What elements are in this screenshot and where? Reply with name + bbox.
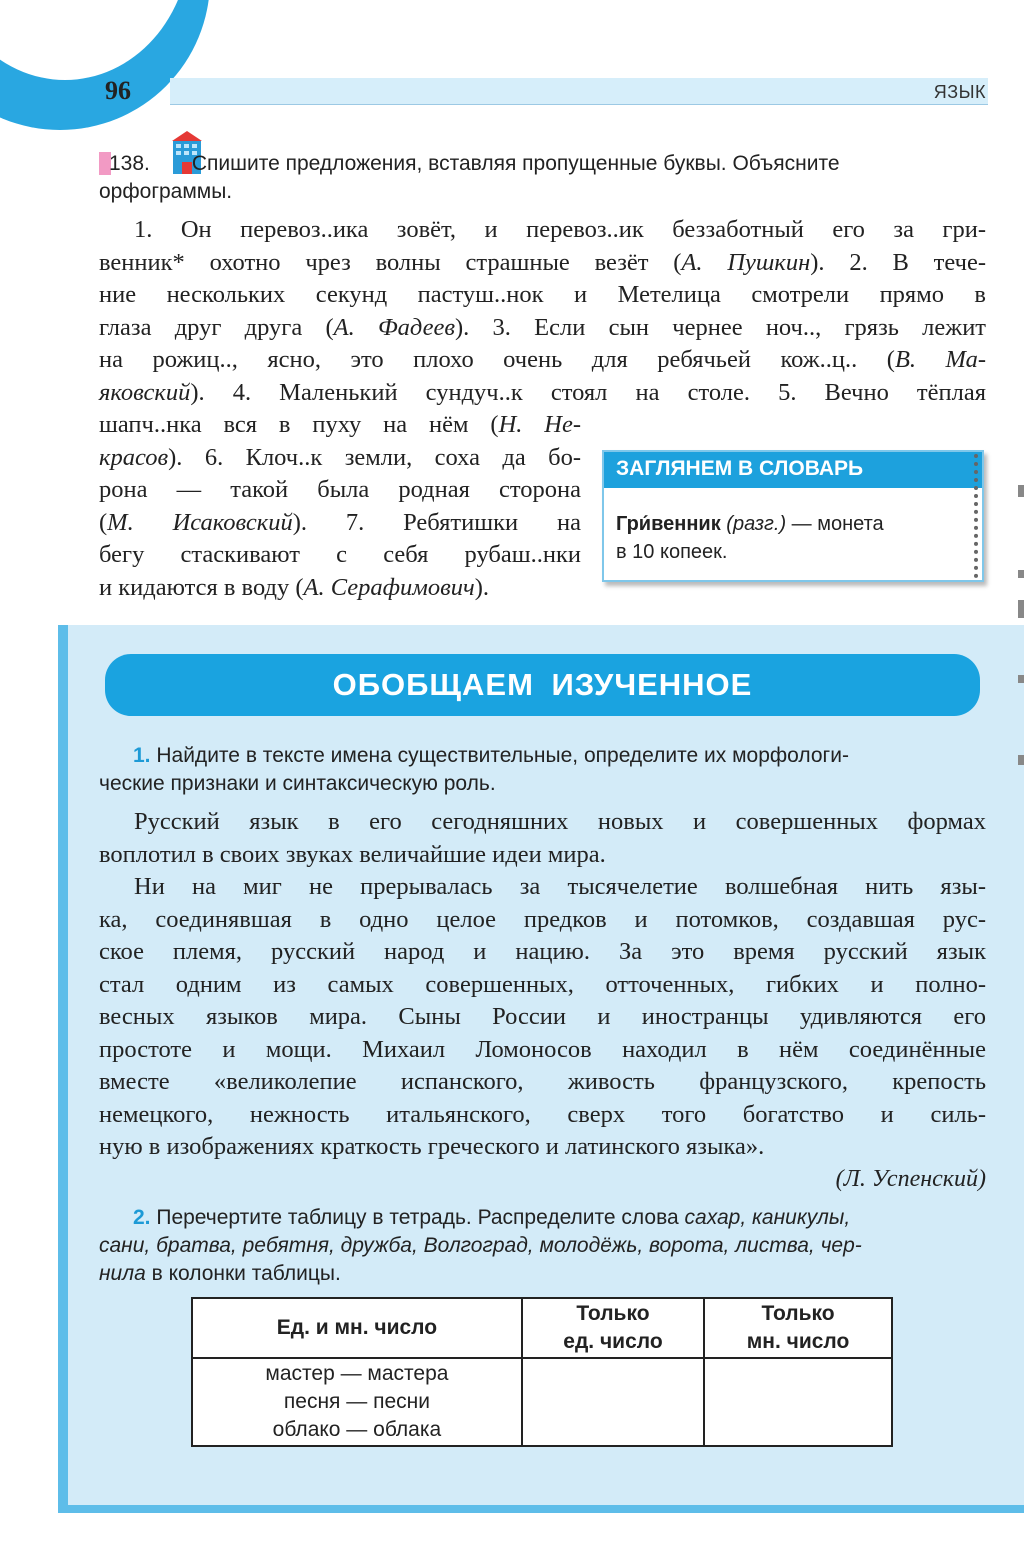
text-segment: рона — такой была родная сторона	[99, 476, 581, 503]
dictionary-definition: — монета	[786, 513, 884, 535]
author-name: красов	[99, 443, 169, 471]
dictionary-word: Гри́венник	[616, 513, 721, 535]
dictionary-box	[602, 450, 984, 582]
edge-mark	[1018, 570, 1024, 578]
text-line	[99, 409, 581, 441]
text-line: ка, соединявшая в одно целое предков и потомков, создавшая рус-	[99, 905, 986, 933]
table-header-cell: Только ед. число	[522, 1298, 704, 1358]
dictionary-definition: в 10 копеек.	[616, 541, 728, 563]
dictionary-entry	[604, 488, 982, 566]
text-segment: бегу стаскивают с себя рубаш..нки	[99, 541, 581, 568]
exercise-138-instruction	[99, 150, 840, 206]
table-cell: мастер — мастера песня — песни облако — облака	[192, 1358, 522, 1446]
summary-banner: ОБОБЩАЕМ ИЗУЧЕННОЕ	[105, 654, 980, 716]
text-line	[99, 442, 581, 474]
task-text: ческие признаки и синтаксическую роль.	[99, 772, 496, 795]
edge-mark	[1018, 485, 1024, 497]
text-line	[134, 214, 986, 246]
text-segment: ). 3. Если сын чернее ноч.., грязь лежит	[455, 313, 987, 341]
text-segment: глаза друг друга (	[99, 313, 334, 341]
text-segment: и кидаются в воду (	[99, 573, 304, 601]
task-words: нила	[99, 1262, 146, 1285]
text-line: Ни на миг не прерывалась за тысячелетие волшебная нить язы-	[134, 873, 986, 900]
section-title: ЯЗЫК	[933, 82, 986, 102]
text-segment: (	[99, 508, 108, 536]
instruction-text: орфограммы.	[99, 180, 233, 203]
dotted-edge	[970, 454, 978, 578]
task-words: сахар, каникулы,	[684, 1206, 851, 1229]
text-line	[99, 539, 581, 571]
author-name: Н. Не-	[498, 411, 581, 438]
summary-task-1	[99, 742, 849, 798]
text-line: вместе «великолепие испанского, живость французского, крепость	[99, 1068, 986, 1095]
author-name: (Л. Успенский)	[835, 1166, 986, 1192]
header-bar	[170, 78, 988, 105]
text-line	[99, 279, 986, 311]
instruction-text: Спишите предложения, вставляя пропущенные буквы. Объясните	[191, 152, 840, 175]
text-segment: ). 7. Ребятишки на	[292, 508, 581, 536]
task-text: Перечертите таблицу в тетрадь. Распределите слова	[156, 1206, 685, 1229]
task-text: в колонки таблицы.	[145, 1262, 341, 1285]
number-table	[191, 1297, 893, 1447]
author-name: А. Серафимович	[303, 573, 475, 601]
task-words: сани, братва, ребятня, дружба, Волгоград, молодёжь, ворота, листва, чер-	[99, 1234, 862, 1257]
table-cell	[704, 1358, 892, 1446]
dictionary-note: (разг.)	[726, 513, 787, 535]
edge-mark	[1018, 755, 1024, 765]
table-header-cell: Только мн. число	[704, 1298, 892, 1358]
text-line: немецкого, нежность итальянского, сверх того богатство и силь-	[99, 1100, 986, 1128]
text-line: стал одним из самых совершенных, отточенных, гибких и полно-	[99, 970, 986, 998]
task-number: 1.	[133, 744, 151, 767]
text-segment: 1. Он перевоз..ика зовёт, и перевоз..ик беззаботный его за гри-	[134, 216, 986, 243]
text-line: ское племя, русский народ и нацию. За это время русский язык	[99, 938, 986, 965]
text-line	[99, 572, 581, 604]
page-number: 96	[105, 76, 131, 105]
table-cell	[522, 1358, 704, 1446]
text-line: ную в изображениях краткость греческого и латинского языка».	[99, 1133, 765, 1160]
table-header-cell: Ед. и мн. число	[192, 1298, 522, 1358]
text-line: простоте и мощи. Михаил Ломоносов находил в нём соединённые	[99, 1035, 986, 1063]
text-segment: ). 2. В тече-	[810, 248, 986, 276]
task-number: 2.	[133, 1206, 151, 1229]
author-name: А. Пушкин	[681, 248, 811, 276]
text-segment: ). 6. Клоч..к земли, соха да бо-	[168, 443, 581, 471]
table-header-row	[192, 1298, 892, 1358]
text-segment: венник* охотно чрез волны страшные везёт (	[99, 248, 682, 276]
text-author	[836, 1163, 986, 1195]
edge-mark	[1018, 675, 1024, 683]
summary-task-2	[99, 1204, 862, 1288]
text-segment: ).	[474, 573, 489, 601]
text-line	[99, 474, 581, 506]
task-text: Найдите в тексте имена существительные, определите их морфологи-	[156, 744, 849, 767]
edge-mark	[1018, 600, 1024, 618]
author-name: А. Фадеев	[333, 313, 455, 341]
text-line: весных языков мира. Сыны России и иностранцы удивляются его	[99, 1003, 986, 1030]
text-segment: ние нескольких секунд пастуш..нок и Метелица смотрели прямо в	[99, 281, 986, 308]
author-name: яковский	[99, 378, 191, 406]
exercise-number: 138.	[99, 152, 150, 175]
text-line	[99, 377, 986, 409]
text-line	[99, 312, 986, 344]
text-line	[99, 247, 986, 279]
dictionary-title: ЗАГЛЯНЕМ В СЛОВАРЬ	[604, 452, 982, 488]
text-segment: ). 4. Маленький сундуч..к стоял на столе. 5. Вечно тёплая	[190, 378, 986, 406]
author-name: В. Ма-	[894, 346, 986, 373]
table-row	[192, 1358, 892, 1446]
text-line: воплотил в своих звуках величайшие идеи мира.	[99, 840, 606, 868]
text-segment: шапч..нка вся в пуху на нём (	[99, 411, 499, 438]
text-line	[99, 507, 581, 539]
text-line: Русский язык в его сегодняшних новых и совершенных формах	[134, 808, 986, 835]
author-name: М. Исаковский	[107, 508, 293, 536]
text-segment: на рожиц.., ясно, это плохо очень для ребячьей кож..ц.. (	[99, 346, 895, 373]
text-line	[99, 344, 986, 376]
